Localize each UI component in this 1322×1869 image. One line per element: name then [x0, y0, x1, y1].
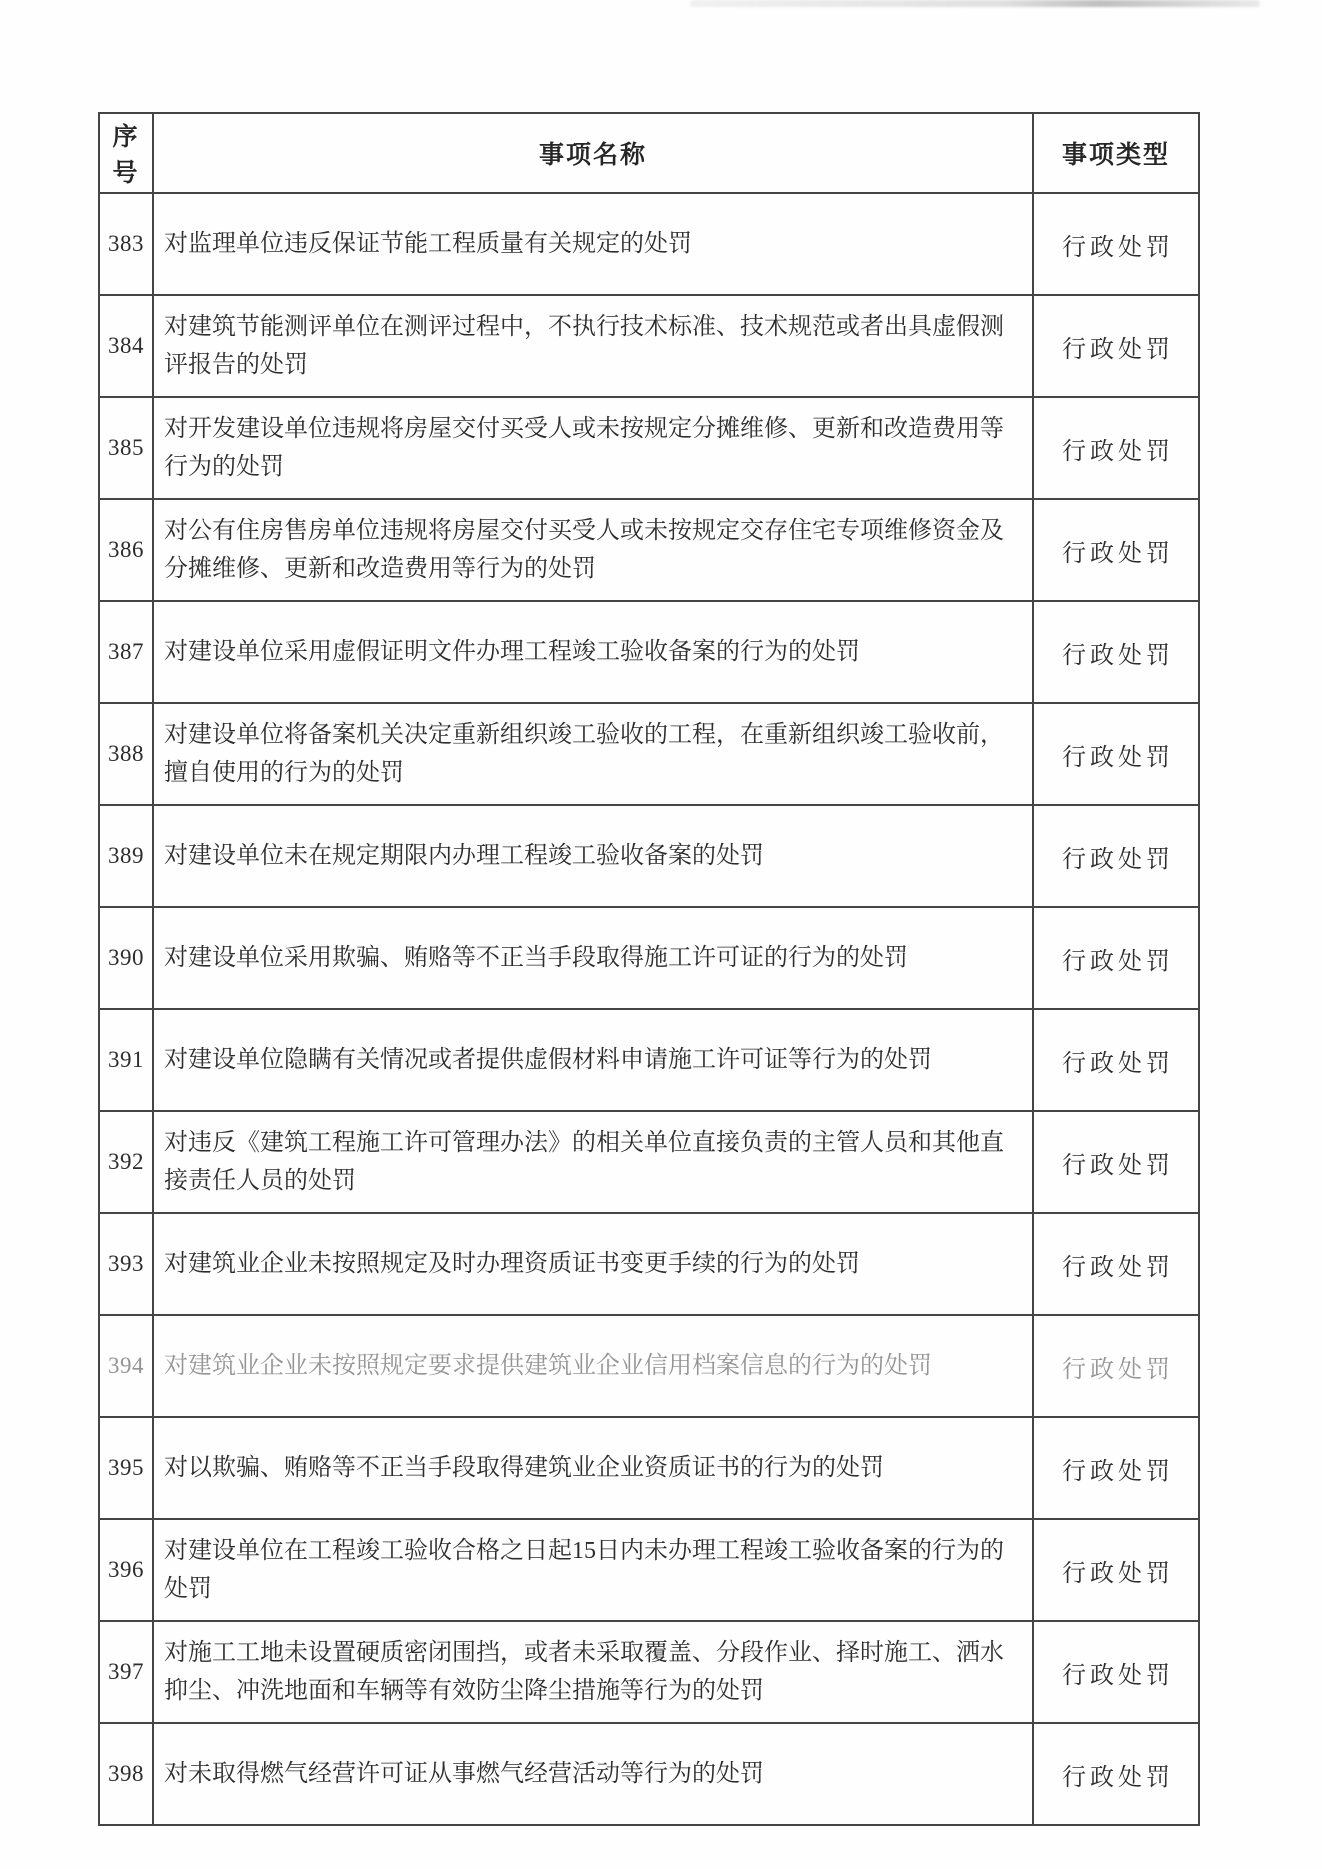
- table-row: [99, 1213, 1199, 1315]
- row-item-type: 行政处罚: [1033, 1519, 1199, 1621]
- row-serial-number: 395: [99, 1417, 153, 1519]
- row-item-name: 对开发建设单位违规将房屋交付买受人或未按规定分摊维修、更新和改造费用等行为的处罚: [153, 397, 1033, 499]
- table-row: [99, 1009, 1199, 1111]
- row-item-type: 行政处罚: [1033, 1621, 1199, 1723]
- row-item-type: 行政处罚: [1033, 601, 1199, 703]
- row-item-name: 对公有住房售房单位违规将房屋交付买受人或未按规定交存住宅专项维修资金及分摊维修、更新和改造费用等行为的处罚: [153, 499, 1033, 601]
- row-item-name: 对施工工地未设置硬质密闭围挡，或者未采取覆盖、分段作业、择时施工、洒水抑尘、冲洗地面和车辆等有效防尘降尘措施等行为的处罚: [153, 1621, 1033, 1723]
- row-serial-number: 383: [99, 193, 153, 295]
- table-row: [99, 1723, 1199, 1825]
- row-item-name: 对违反《建筑工程施工许可管理办法》的相关单位直接负责的主管人员和其他直接责任人员的处罚: [153, 1111, 1033, 1213]
- row-item-type: 行政处罚: [1033, 1111, 1199, 1213]
- table-row: [99, 1519, 1199, 1621]
- row-item-name: 对未取得燃气经营许可证从事燃气经营活动等行为的处罚: [153, 1723, 1033, 1825]
- row-item-name: 对建设单位未在规定期限内办理工程竣工验收备案的处罚: [153, 805, 1033, 907]
- row-item-name: 对建筑业企业未按照规定要求提供建筑业企业信用档案信息的行为的处罚: [153, 1315, 1033, 1417]
- row-item-type: 行政处罚: [1033, 1417, 1199, 1519]
- header-serial-number: 序号: [99, 113, 153, 193]
- row-serial-number: 390: [99, 907, 153, 1009]
- row-item-type: 行政处罚: [1033, 193, 1199, 295]
- row-serial-number: 392: [99, 1111, 153, 1213]
- row-serial-number: 391: [99, 1009, 153, 1111]
- row-serial-number: 398: [99, 1723, 153, 1825]
- row-item-type: 行政处罚: [1033, 1213, 1199, 1315]
- row-item-type: 行政处罚: [1033, 397, 1199, 499]
- table-header-row: [99, 113, 1199, 193]
- row-item-name: 对建筑业企业未按照规定及时办理资质证书变更手续的行为的处罚: [153, 1213, 1033, 1315]
- row-item-type: 行政处罚: [1033, 703, 1199, 805]
- row-serial-number: 384: [99, 295, 153, 397]
- table-row: [99, 1315, 1199, 1417]
- table-row: [99, 907, 1199, 1009]
- row-serial-number: 387: [99, 601, 153, 703]
- row-serial-number: 389: [99, 805, 153, 907]
- row-item-type: 行政处罚: [1033, 907, 1199, 1009]
- row-serial-number: 397: [99, 1621, 153, 1723]
- row-item-type: 行政处罚: [1033, 295, 1199, 397]
- row-item-name: 对监理单位违反保证节能工程质量有关规定的处罚: [153, 193, 1033, 295]
- row-item-name: 对建设单位在工程竣工验收合格之日起15日内未办理工程竣工验收备案的行为的处罚: [153, 1519, 1033, 1621]
- table-row: [99, 805, 1199, 907]
- row-item-name: 对建筑节能测评单位在测评过程中，不执行技术标准、技术规范或者出具虚假测评报告的处罚: [153, 295, 1033, 397]
- table-row: [99, 601, 1199, 703]
- table-row: [99, 1417, 1199, 1519]
- header-item-type: 事项类型: [1033, 113, 1199, 193]
- row-item-type: 行政处罚: [1033, 1723, 1199, 1825]
- header-item-name: 事项名称: [153, 113, 1033, 193]
- table-row: [99, 193, 1199, 295]
- row-serial-number: 388: [99, 703, 153, 805]
- scan-artifact: [690, 0, 1260, 7]
- row-item-name: 对建设单位采用欺骗、贿赂等不正当手段取得施工许可证的行为的处罚: [153, 907, 1033, 1009]
- table-row: [99, 1621, 1199, 1723]
- table-row: [99, 499, 1199, 601]
- row-item-type: 行政处罚: [1033, 805, 1199, 907]
- row-serial-number: 393: [99, 1213, 153, 1315]
- row-item-name: 对建设单位隐瞒有关情况或者提供虚假材料申请施工许可证等行为的处罚: [153, 1009, 1033, 1111]
- table-row: [99, 703, 1199, 805]
- row-serial-number: 385: [99, 397, 153, 499]
- table-row: [99, 397, 1199, 499]
- row-item-name: 对建设单位采用虚假证明文件办理工程竣工验收备案的行为的处罚: [153, 601, 1033, 703]
- row-item-name: 对建设单位将备案机关决定重新组织竣工验收的工程，在重新组织竣工验收前，擅自使用的行为的处罚: [153, 703, 1033, 805]
- penalty-items-table: [98, 112, 1200, 1826]
- row-serial-number: 386: [99, 499, 153, 601]
- row-serial-number: 396: [99, 1519, 153, 1621]
- row-serial-number: 394: [99, 1315, 153, 1417]
- row-item-type: 行政处罚: [1033, 1009, 1199, 1111]
- row-item-type: 行政处罚: [1033, 1315, 1199, 1417]
- row-item-type: 行政处罚: [1033, 499, 1199, 601]
- table-row: [99, 1111, 1199, 1213]
- row-item-name: 对以欺骗、贿赂等不正当手段取得建筑业企业资质证书的行为的处罚: [153, 1417, 1033, 1519]
- table-row: [99, 295, 1199, 397]
